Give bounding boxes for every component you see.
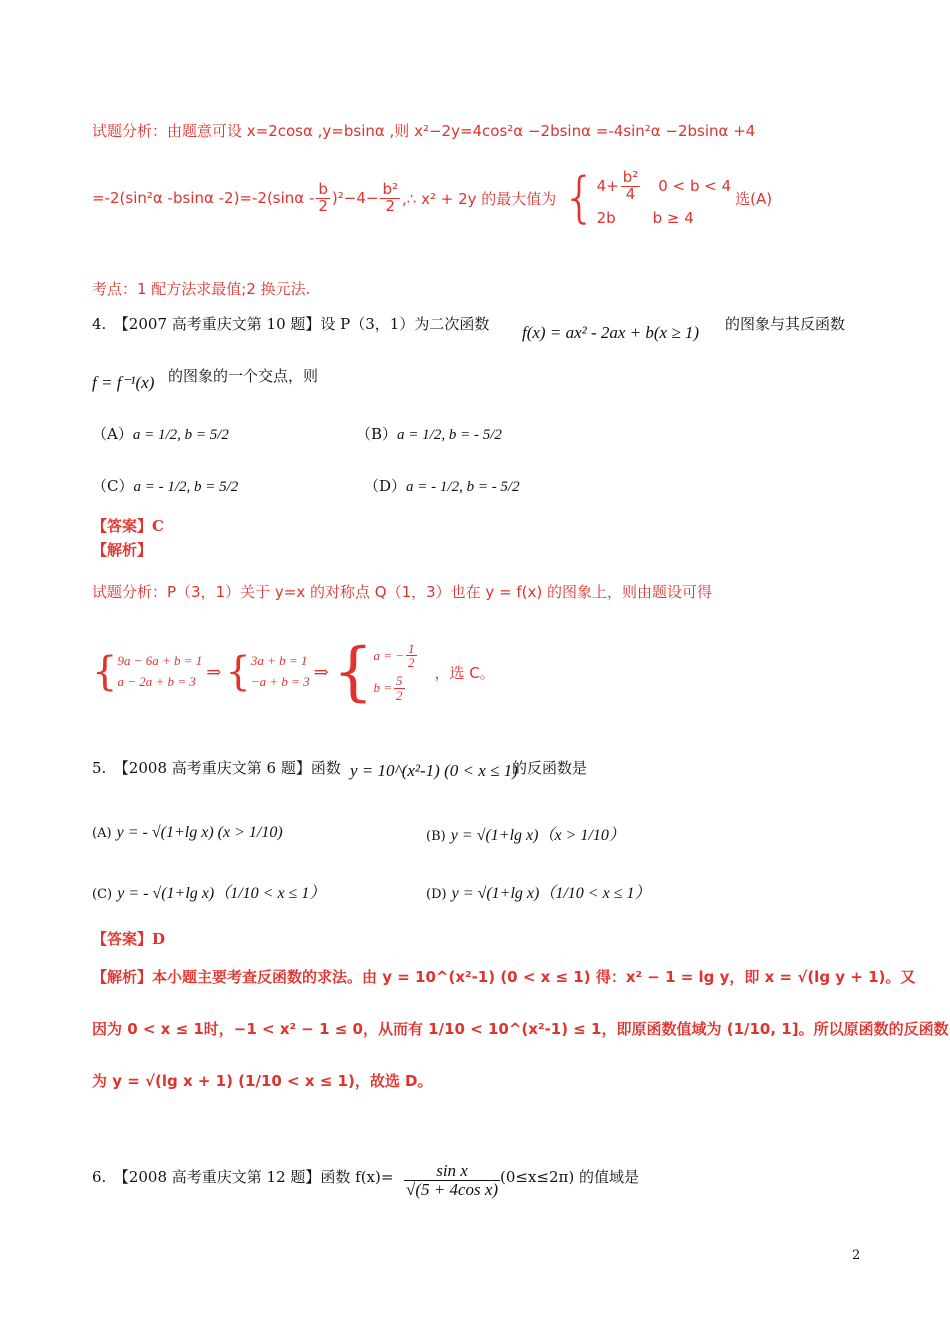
fraction: $\frac{b}{2}$ xyxy=(318,180,328,215)
q5-stem2: 的反函数是 xyxy=(512,759,588,777)
q5-optC: (C) y = - √(1+lg x)（1/10 < x ≤ 1） xyxy=(92,885,326,902)
fraction: $\frac{\text{b²}}{2}$ xyxy=(382,180,398,215)
q4-optB: （B）a = 1/2, b = - 5/2 xyxy=(356,425,502,443)
piecewise-cases: 4+ $\frac{\text{b²}}{4}$ 0 < b < 4 2b b ≥ 4 xyxy=(596,168,732,227)
analysis3-line2-pre: =-2(sin²α -bsinα -2)=-2(sinα - xyxy=(92,189,315,208)
analysis3-line2-mid: )²−4− xyxy=(331,189,379,208)
page-number: 2 xyxy=(852,1248,861,1263)
q5-func: y = 10^(x²-1) (0 < x ≤ 1) xyxy=(350,761,518,780)
q6-fraction: $\frac{\text{sin x}}{\text{√(5 + 4cos x)}}$ xyxy=(406,1161,499,1199)
q4-analysis: 试题分析：P（3，1）关于 y=x 的对称点 Q（1，3）也在 y = f(x) 的图象上，则由题设可得 xyxy=(92,583,713,601)
q6-stem2: (0≤x≤2π) 的值域是 xyxy=(500,1168,640,1186)
q4-optD: （D）a = - 1/2, b = - 5/2 xyxy=(364,477,520,495)
q4-optC: （C）a = - 1/2, b = 5/2 xyxy=(92,477,239,495)
q4-answer: 【答案】C xyxy=(92,517,164,535)
left-brace: { xyxy=(332,635,374,709)
analysis3-select: 选(A) xyxy=(735,189,773,208)
q5-optA: (A) y = - √(1+lg x) (x > 1/10) xyxy=(92,824,283,841)
q4-stem3: 的图象的一个交点，则 xyxy=(168,367,319,385)
implies-arrow: ⇒ xyxy=(206,661,222,683)
q5-jiexi-line1: 【解析】本小题主要考查反函数的求法。由 y = 10^(x²-1) (0 < x ≤ 1) 得：x² − 1 = lg y，即 x = √(lg y + 1)。又 xyxy=(92,968,916,986)
q4-system: { 9a − 6a + b = 1 a − 2a + b = 3 ⇒ { 3a + b = 1 −a + b = 3 ⇒ { a = − $\frac{1}{2}$ b = $\frac{5}{2}$ ，选 C。 xyxy=(92,635,495,709)
q4-func: f(x) = ax² - 2ax + b(x ≥ 1) xyxy=(522,323,700,342)
analysis3-line2-post: ,∴ x² + 2y 的最大值为 xyxy=(402,189,557,208)
implies-arrow: ⇒ xyxy=(313,661,329,683)
q4-jiexi: 【解析】 xyxy=(92,541,153,559)
analysis3-line2 xyxy=(92,166,773,230)
q5-jiexi-line3: 为 y = √(lg x + 1) (1/10 < x ≤ 1)，故选 D。 xyxy=(92,1072,433,1090)
q4-stem1: 4. 【2007 高考重庆文第 10 题】设 P（3，1）为二次函数 xyxy=(92,315,490,333)
left-brace: { xyxy=(562,166,597,230)
q4-inv: f = f⁻¹(x) xyxy=(92,373,155,392)
q4-stem2: 的图象与其反函数 xyxy=(725,315,846,333)
q4-optA: （A）a = 1/2, b = 5/2 xyxy=(92,425,229,443)
analysis3-line1: 试题分析：由题意可设 x=2cosα ,y=bsinα ,则 x²−2y=4cos²α −2bsinα =-4sin²α −2bsinα +4 xyxy=(92,122,756,140)
q5-optB: (B) y = √(1+lg x)（x > 1/10） xyxy=(426,827,625,844)
q4-select: ，选 C。 xyxy=(434,663,495,682)
left-brace: { xyxy=(92,649,118,695)
q6-stem1: 6. 【2008 高考重庆文第 12 题】函数 f(x)= xyxy=(92,1168,394,1186)
left-brace: { xyxy=(225,649,251,695)
q5-stem1: 5. 【2008 高考重庆文第 6 题】函数 xyxy=(92,759,341,777)
q5-jiexi-line2: 因为 0 < x ≤ 1时，−1 < x² − 1 ≤ 0，从而有 1/10 < 10^(x²-1) ≤ 1，即原函数值域为 (1/10, 1]。所以原函数的反函数 xyxy=(92,1020,949,1038)
kaodian: 考点：1 配方法求最值;2 换元法. xyxy=(92,280,311,298)
q5-answer: 【答案】D xyxy=(92,930,166,948)
q5-optD: (D) y = √(1+lg x)（1/10 < x ≤ 1） xyxy=(426,885,651,902)
